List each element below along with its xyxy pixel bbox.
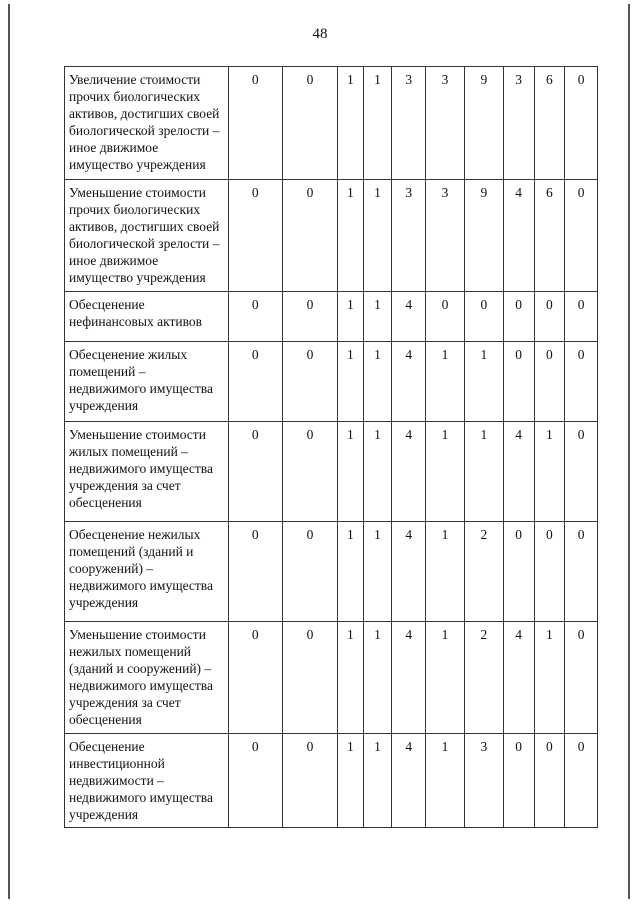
code-digit-cell: 1: [464, 422, 503, 522]
code-digit-cell: 4: [392, 622, 426, 734]
table-row: [65, 292, 598, 342]
table-row: [65, 67, 598, 180]
row-label: Обесценение нежилых помещений (зданий и сооружений) – недвижимого имущества учреждения: [65, 522, 229, 622]
code-digit-cell: 1: [338, 342, 364, 422]
code-digit-cell: 0: [534, 292, 565, 342]
code-digit-cell: 0: [534, 522, 565, 622]
row-label: Обесценение нефинансовых активов: [65, 292, 229, 342]
code-digit-cell: 0: [228, 622, 282, 734]
row-label: Уменьшение стоимости жилых помещений – недвижимого имущества учреждения за счет обесценения: [65, 422, 229, 522]
code-digit-cell: 0: [228, 180, 282, 292]
code-digit-cell: 1: [363, 342, 392, 422]
code-digit-cell: 3: [503, 67, 534, 180]
code-digit-cell: 1: [363, 422, 392, 522]
code-digit-cell: 0: [426, 292, 465, 342]
code-digit-cell: 1: [426, 622, 465, 734]
code-digit-cell: 0: [282, 622, 337, 734]
code-digit-cell: 0: [282, 180, 337, 292]
code-digit-cell: 0: [228, 522, 282, 622]
row-label: Обесценение жилых помещений – недвижимого имущества учреждения: [65, 342, 229, 422]
code-digit-cell: 1: [426, 342, 465, 422]
table-row: [65, 180, 598, 292]
code-digit-cell: 4: [392, 292, 426, 342]
code-digit-cell: 0: [228, 342, 282, 422]
code-digit-cell: 0: [503, 342, 534, 422]
code-digit-cell: 1: [338, 292, 364, 342]
table-row: [65, 734, 598, 828]
code-digit-cell: 1: [363, 522, 392, 622]
code-digit-cell: 1: [363, 734, 392, 828]
code-digit-cell: 3: [464, 734, 503, 828]
code-digit-cell: 1: [534, 622, 565, 734]
code-digit-cell: 0: [503, 734, 534, 828]
code-digit-cell: 0: [464, 292, 503, 342]
code-digit-cell: 0: [228, 292, 282, 342]
code-digit-cell: 0: [565, 622, 598, 734]
code-digit-cell: 1: [363, 67, 392, 180]
code-digit-cell: 1: [338, 734, 364, 828]
code-digit-cell: 3: [392, 67, 426, 180]
code-digit-cell: 3: [426, 67, 465, 180]
code-digit-cell: 0: [565, 67, 598, 180]
code-digit-cell: 0: [282, 734, 337, 828]
code-digit-cell: 6: [534, 180, 565, 292]
code-digit-cell: 0: [228, 734, 282, 828]
table-row: [65, 342, 598, 422]
code-digit-cell: 1: [426, 522, 465, 622]
code-digit-cell: 4: [503, 180, 534, 292]
code-digit-cell: 1: [426, 734, 465, 828]
row-label: Обесценение инвестиционной недвижимости – недвижимого имущества учреждения: [65, 734, 229, 828]
code-digit-cell: 4: [503, 622, 534, 734]
code-digit-cell: 1: [363, 292, 392, 342]
code-digit-cell: 9: [464, 67, 503, 180]
row-label: Уменьшение стоимости прочих биологических активов, достигших своей биологической зрелости – иное движимое имущество учреждения: [65, 180, 229, 292]
code-digit-cell: 1: [338, 422, 364, 522]
code-digit-cell: 4: [503, 422, 534, 522]
code-digit-cell: 2: [464, 622, 503, 734]
code-digit-cell: 0: [503, 292, 534, 342]
code-digit-cell: 1: [534, 422, 565, 522]
code-digit-cell: 3: [392, 180, 426, 292]
code-digit-cell: 1: [426, 422, 465, 522]
code-digit-cell: 0: [565, 292, 598, 342]
code-digit-cell: 0: [565, 342, 598, 422]
code-digit-cell: 9: [464, 180, 503, 292]
code-digit-cell: 1: [338, 67, 364, 180]
code-digit-cell: 0: [282, 522, 337, 622]
row-label: Увеличение стоимости прочих биологических активов, достигших своей биологической зрелости – иное движимое имущество учреждения: [65, 67, 229, 180]
code-digit-cell: 0: [282, 422, 337, 522]
code-digit-cell: 0: [565, 422, 598, 522]
code-digit-cell: 0: [565, 734, 598, 828]
table-row: [65, 522, 598, 622]
code-digit-cell: 1: [363, 622, 392, 734]
code-digit-cell: 1: [338, 522, 364, 622]
code-digit-cell: 0: [282, 67, 337, 180]
row-label: Уменьшение стоимости нежилых помещений (зданий и сооружений) – недвижимого имущества учреждения за счет обесценения: [65, 622, 229, 734]
page-number: 48: [312, 26, 328, 42]
code-digit-cell: 4: [392, 734, 426, 828]
code-digit-cell: 1: [363, 180, 392, 292]
code-digit-cell: 0: [282, 292, 337, 342]
code-digit-cell: 0: [228, 67, 282, 180]
code-digit-cell: 3: [426, 180, 465, 292]
code-digit-cell: 1: [464, 342, 503, 422]
code-digit-cell: 0: [565, 180, 598, 292]
code-digit-cell: 1: [338, 180, 364, 292]
code-digit-cell: 4: [392, 522, 426, 622]
code-digit-cell: 4: [392, 422, 426, 522]
table-row: [65, 422, 598, 522]
code-digit-cell: 6: [534, 67, 565, 180]
code-digit-cell: 0: [534, 734, 565, 828]
account-code-table: [64, 66, 598, 828]
table-row: [65, 622, 598, 734]
code-digit-cell: 0: [565, 522, 598, 622]
code-digit-cell: 0: [282, 342, 337, 422]
code-digit-cell: 1: [338, 622, 364, 734]
code-digit-cell: 4: [392, 342, 426, 422]
code-digit-cell: 2: [464, 522, 503, 622]
code-digit-cell: 0: [228, 422, 282, 522]
code-digit-cell: 0: [534, 342, 565, 422]
code-digit-cell: 0: [503, 522, 534, 622]
